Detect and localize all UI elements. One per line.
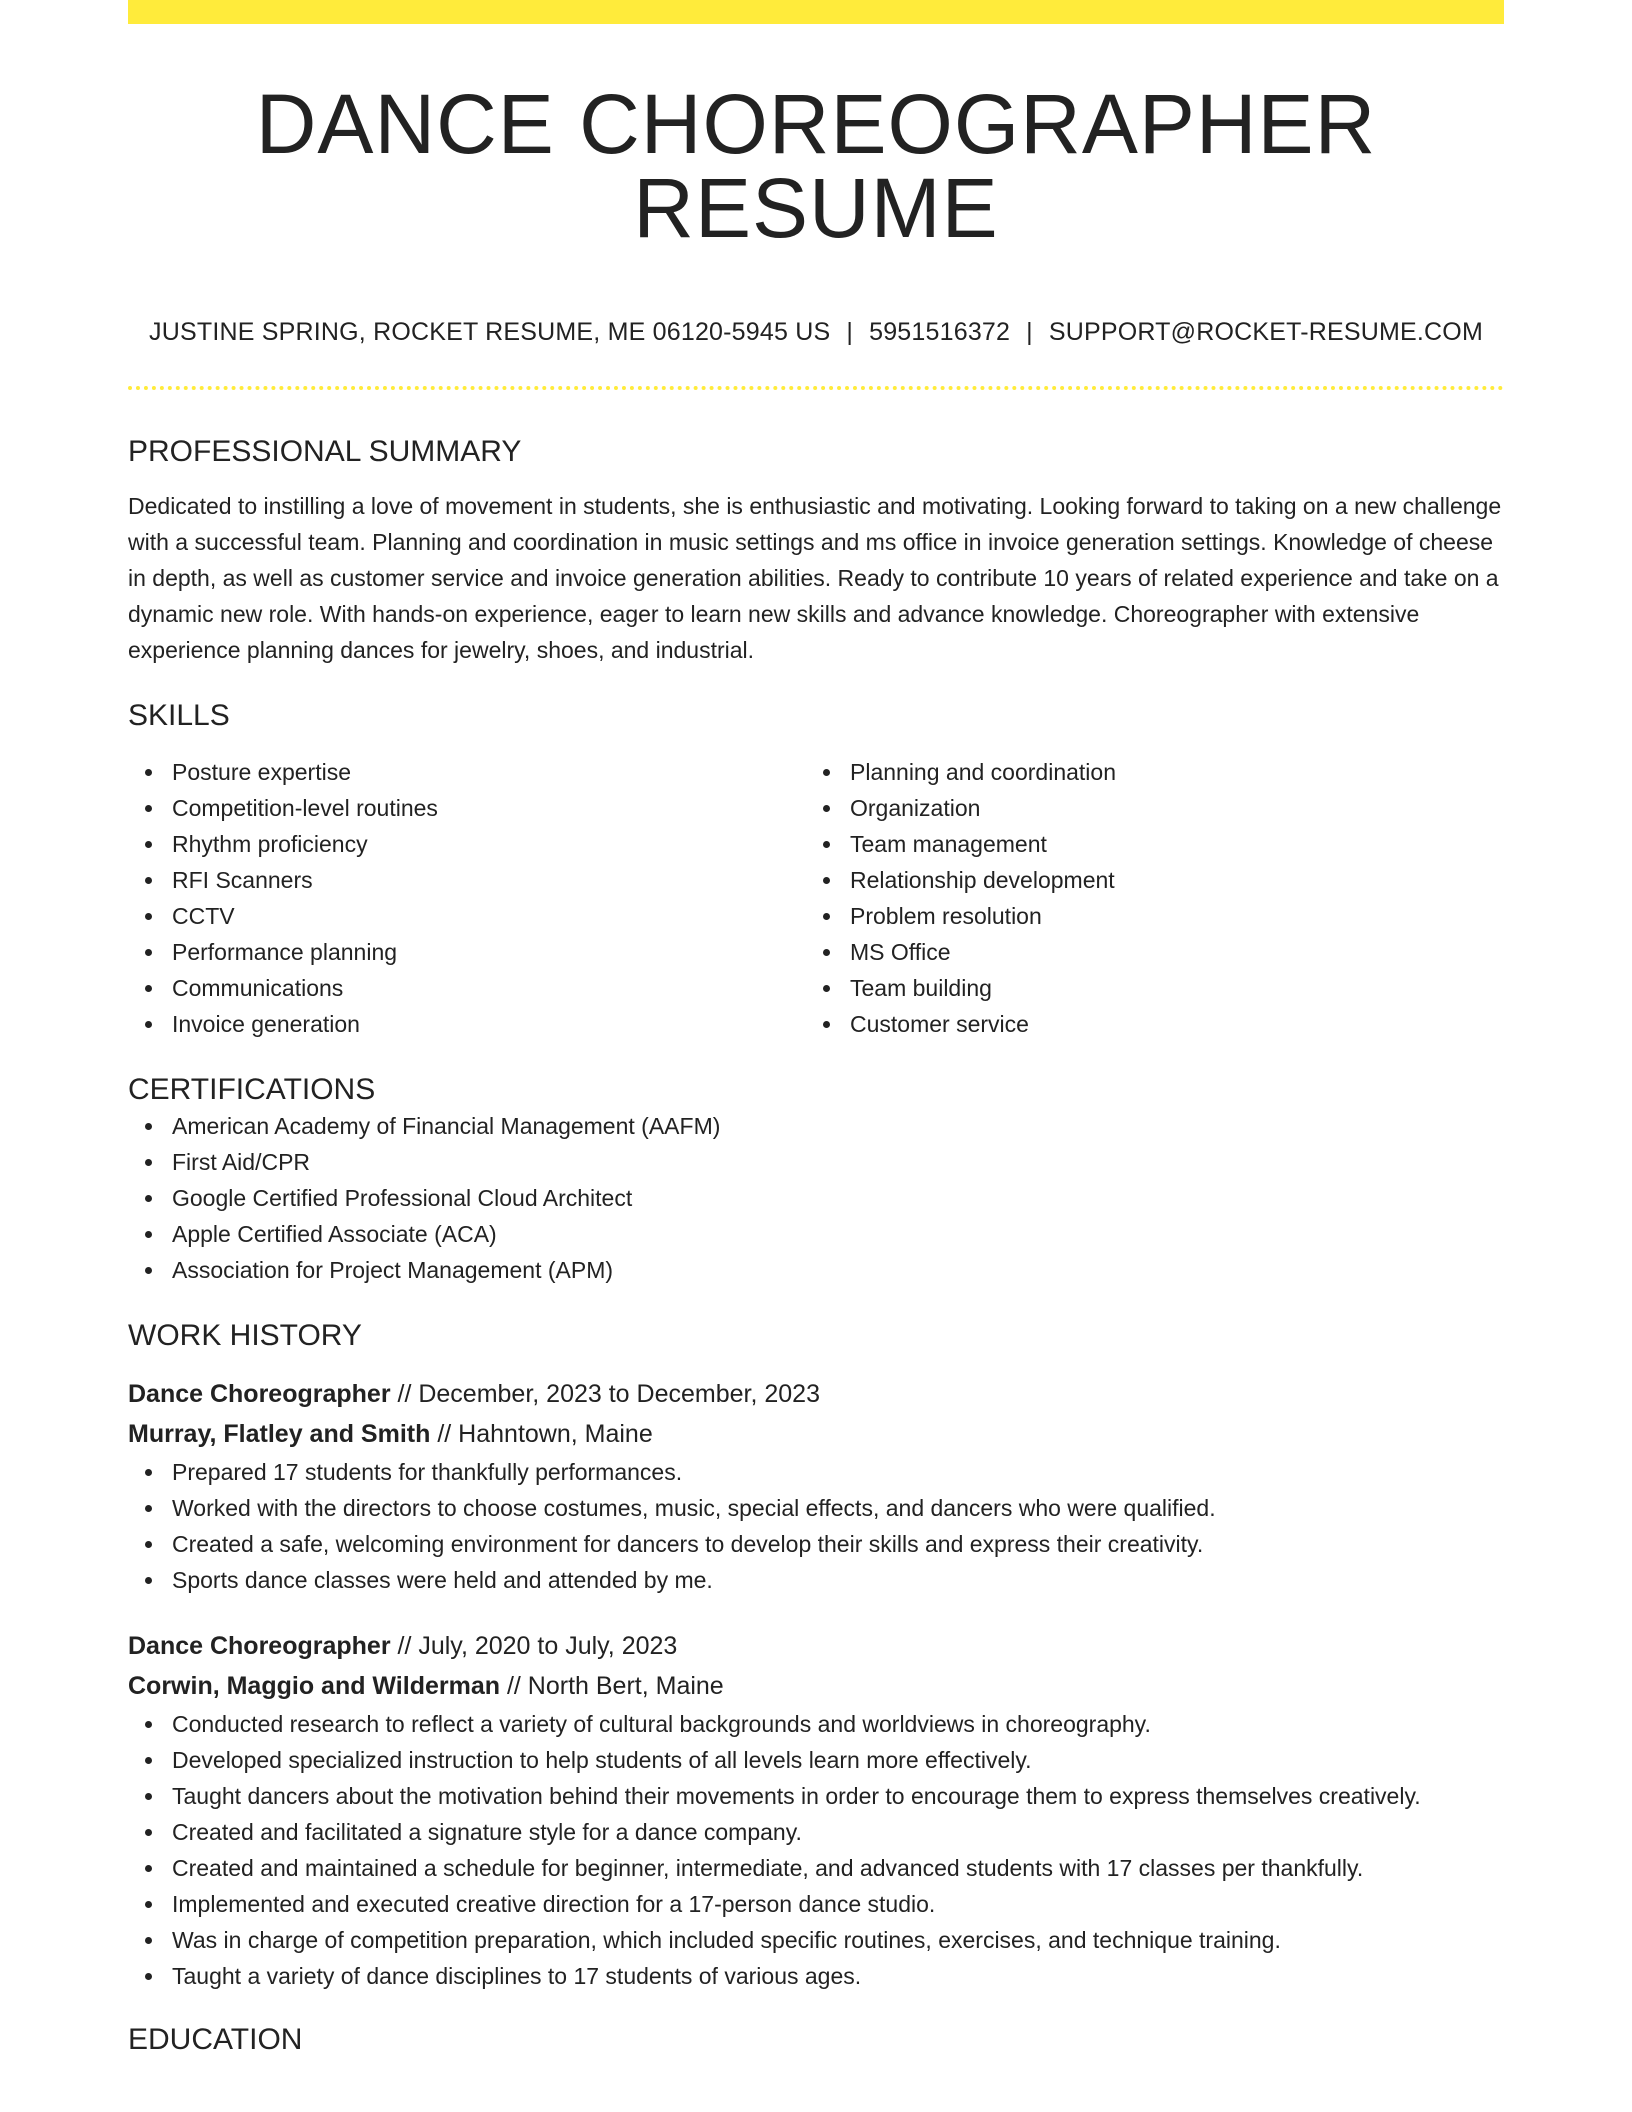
skill-item: Organization [806, 790, 1484, 826]
job-duty: Sports dance classes were held and attended by me. [128, 1562, 1504, 1598]
skill-item: Performance planning [128, 934, 806, 970]
skills-columns [128, 754, 1504, 1042]
certifications-heading: CERTIFICATIONS [128, 1073, 376, 1106]
job-role-line [128, 1626, 1504, 1666]
certifications-list [128, 1108, 1504, 1288]
job-duty: Conducted research to reflect a variety of cultural backgrounds and worldviews in choreography. [128, 1706, 1504, 1742]
skill-item: Relationship development [806, 862, 1484, 898]
work-history-heading: WORK HISTORY [128, 1319, 362, 1352]
job-duty: Created and maintained a schedule for beginner, intermediate, and advanced students with 17 classes per thankfully. [128, 1850, 1504, 1886]
skills-list-right [806, 754, 1484, 1042]
skill-item: Team building [806, 970, 1484, 1006]
job-duty: Prepared 17 students for thankfully performances. [128, 1454, 1504, 1490]
contact-email[interactable]: SUPPORT@ROCKET-RESUME.COM [1048, 318, 1483, 346]
contact-line [128, 318, 1504, 347]
contact-address: JUSTINE SPRING, ROCKET RESUME, ME 06120-5945 US [149, 318, 831, 346]
job-duty: Developed specialized instruction to help students of all levels learn more effectively. [128, 1742, 1504, 1778]
skill-item: Problem resolution [806, 898, 1484, 934]
resume-content [128, 0, 1504, 2058]
skill-item: CCTV [128, 898, 806, 934]
skill-item: Rhythm proficiency [128, 826, 806, 862]
job-role: Dance Choreographer [128, 1632, 391, 1660]
education-heading: EDUCATION [128, 2023, 303, 2056]
certification-item: American Academy of Financial Management (AAFM) [128, 1108, 1504, 1144]
skill-item: Posture expertise [128, 754, 806, 790]
skill-item: Team management [806, 826, 1484, 862]
certification-item: Google Certified Professional Cloud Architect [128, 1180, 1504, 1216]
contact-separator: | [1026, 318, 1033, 346]
skill-item: Invoice generation [128, 1006, 806, 1042]
job-duty: Was in charge of competition preparation, which included specific routines, exercises, and technique training. [128, 1922, 1504, 1958]
job-duty: Taught a variety of dance disciplines to 17 students of various ages. [128, 1958, 1504, 1994]
job-duty: Implemented and executed creative direction for a 17-person dance studio. [128, 1886, 1504, 1922]
job-duty: Worked with the directors to choose costumes, music, special effects, and dancers who were qualified. [128, 1490, 1504, 1526]
skill-item: RFI Scanners [128, 862, 806, 898]
contact-separator: | [846, 318, 854, 346]
job-entry [128, 1374, 1504, 1598]
job-company: Corwin, Maggio and Wilderman [128, 1672, 501, 1700]
job-role-line [128, 1374, 1504, 1414]
skill-item: MS Office [806, 934, 1484, 970]
certification-item: Apple Certified Associate (ACA) [128, 1216, 1504, 1252]
skills-heading: SKILLS [128, 699, 230, 732]
job-duties-list [128, 1454, 1504, 1598]
summary-text: Dedicated to instilling a love of movement in students, she is enthusiastic and motivating. Looking forward to taking on a new challenge with a successful team. Planning and coordination in music settings and ms office in invoice generation settings. Knowledge of cheese in depth, as well as customer service and invoice generation abilities. Ready to contribute 10 years of related experience and take on a dynamic new role. With hands-on experience, eager to learn new skills and advance knowledge. Choreographer with extensive experience planning dances for jewelry, shoes, and industrial. [128, 493, 1502, 663]
job-role: Dance Choreographer [128, 1380, 391, 1408]
job-dates: // July, 2020 to July, 2023 [390, 1632, 678, 1660]
skill-item: Communications [128, 970, 806, 1006]
dotted-divider [128, 386, 1504, 390]
skill-item: Competition-level routines [128, 790, 806, 826]
job-duties-list [128, 1706, 1504, 1994]
certification-item: Association for Project Management (APM) [128, 1252, 1504, 1288]
job-dates: // December, 2023 to December, 2023 [390, 1380, 820, 1408]
job-location: // North Bert, Maine [500, 1672, 724, 1700]
skill-item: Customer service [806, 1006, 1484, 1042]
job-company: Murray, Flatley and Smith [128, 1420, 431, 1448]
job-company-line [128, 1414, 1504, 1454]
job-entry [128, 1626, 1504, 1994]
summary-heading: PROFESSIONAL SUMMARY [128, 435, 522, 468]
resume-title: DANCE CHOREOGRAPHER RESUME [255, 77, 1377, 255]
accent-top-bar [128, 0, 1504, 24]
job-duty: Taught dancers about the motivation behind their movements in order to encourage them to express themselves creatively. [128, 1778, 1504, 1814]
job-duty: Created and facilitated a signature style for a dance company. [128, 1814, 1504, 1850]
skills-list-left [128, 754, 806, 1042]
job-duty: Created a safe, welcoming environment for dancers to develop their skills and express their creativity. [128, 1526, 1504, 1562]
job-location: // Hahntown, Maine [430, 1420, 653, 1448]
contact-phone: 5951516372 [869, 318, 1011, 346]
certification-item: First Aid/CPR [128, 1144, 1504, 1180]
job-company-line [128, 1666, 1504, 1706]
skill-item: Planning and coordination [806, 754, 1484, 790]
